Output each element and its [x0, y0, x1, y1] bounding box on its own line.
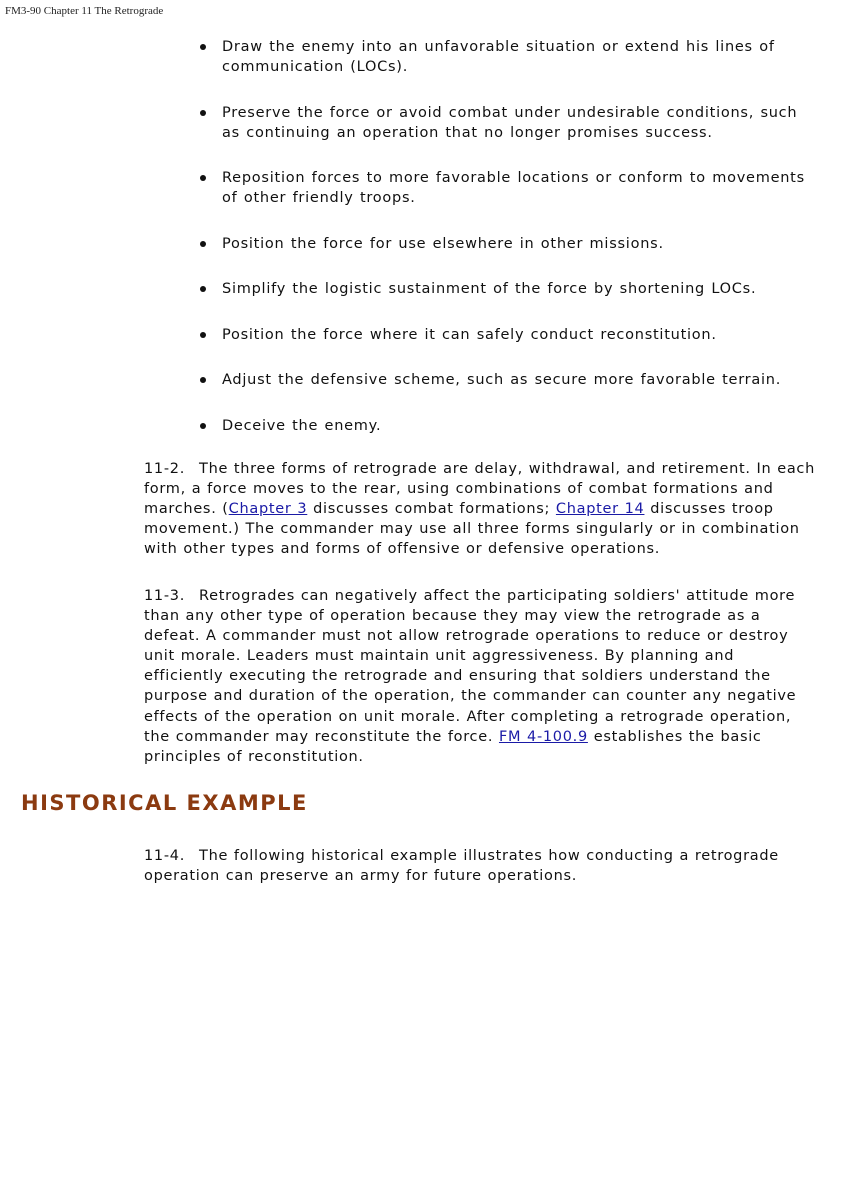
list-item	[196, 370, 816, 390]
fm-4-100-9-link[interactable]: FM 4-100.9	[498, 728, 588, 745]
bullet-dot-icon	[200, 175, 206, 181]
list-item	[196, 325, 816, 345]
paragraph-text: The following historical example illustrates how conducting a retrograde operation can preserve an army for future operations.	[144, 848, 779, 885]
list-item	[196, 279, 816, 299]
list-item	[196, 168, 816, 208]
section-heading: HISTORICAL EXAMPLE	[21, 791, 308, 815]
bullet-dot-icon	[200, 377, 206, 383]
list-item-text: Position the force where it can safely conduct reconstitution.	[222, 326, 717, 343]
paragraph-number: 11-3.	[144, 588, 186, 604]
paragraph-number: 11-4.	[144, 848, 186, 864]
bullet-dot-icon	[200, 241, 206, 247]
purpose-bullet-list	[196, 37, 816, 461]
list-item	[196, 37, 816, 77]
bullet-dot-icon	[200, 332, 206, 338]
paragraph-text: establishes the basic principles of reconstitution.	[144, 728, 762, 765]
paragraph-text: discusses troop movement.) The commander may use all three forms singularly or in combination with other types and forms of offensive or defensive operations.	[144, 501, 800, 558]
paragraph-11-3	[144, 586, 816, 767]
list-item-text: Preserve the force or avoid combat under undesirable conditions, such as continuing an operation that no longer promises success.	[222, 104, 798, 141]
list-item	[196, 234, 816, 254]
paragraph-text: discusses combat formations;	[307, 501, 556, 518]
list-item-text: Draw the enemy into an unfavorable situation or extend his lines of communication (LOCs).	[222, 39, 775, 75]
paragraph-text: The three forms of retrograde are delay, withdrawal, and retirement. In each form, a force moves to the rear, using combinations of combat formations and marches. (	[144, 461, 815, 518]
list-item	[196, 103, 816, 143]
paragraph-11-2	[144, 459, 816, 559]
bullet-dot-icon	[200, 44, 206, 50]
list-item-text: Deceive the enemy.	[222, 417, 382, 434]
chapter-14-link[interactable]: Chapter 14	[555, 501, 645, 518]
bullet-dot-icon	[200, 110, 206, 116]
list-item	[196, 416, 816, 436]
bullet-dot-icon	[200, 423, 206, 429]
paragraph-number: 11-2.	[144, 461, 186, 477]
paragraph-text: Retrogrades can negatively affect the participating soldiers' attitude more than any other type of operation because they may view the retrograde as a defeat. A commander must not allow retrograde operations to reduce or destroy unit morale. Leaders must maintain unit aggressiveness. By planning and efficiently executing the retrograde and ensuring that soldiers understand the purpose and duration of the operation, the commander can counter any negative effects of the operation on unit morale. After completing a retrograde operation, the commander may reconstitute the force.	[144, 588, 797, 745]
list-item-text: Position the force for use elsewhere in other missions.	[222, 235, 664, 252]
chapter-3-link[interactable]: Chapter 3	[228, 501, 308, 518]
paragraph-11-4	[144, 846, 816, 886]
list-item-text: Reposition forces to more favorable locations or conform to movements of other friendly troops.	[222, 170, 805, 206]
running-header: FM3-90 Chapter 11 The Retrograde	[5, 5, 164, 17]
list-item-text: Adjust the defensive scheme, such as secure more favorable terrain.	[222, 372, 782, 388]
bullet-dot-icon	[200, 286, 206, 292]
list-item-text: Simplify the logistic sustainment of the force by shortening LOCs.	[222, 281, 757, 297]
